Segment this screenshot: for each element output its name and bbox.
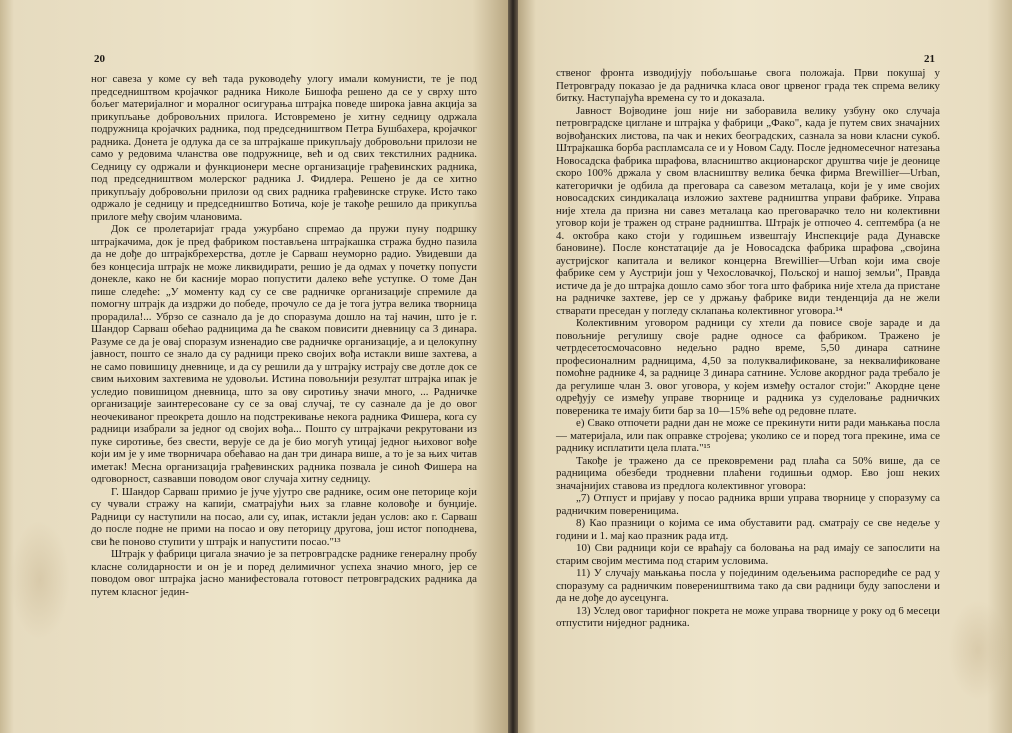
paragraph: Док се пролетаријат града ужурбано спремао да пружи пуну подршку штрајкачима, док је пред фабриком постављена штрајкашка стража будно пазила да не дође до штрајкбрехерства, дотле је Сарваш неуморно радио. Увидевши да без концесија штрајк не може ликвидирати, решио је да одмах у почетку попусти донекле, како не би касније морао попустити далеко веће уступке. О томе Дан пише следеће: „У моменту кад су се све радничке организације спремиле да помогну штрајк да издржи до победе, прочуло се да је тога јутра велика творница прорадила!... Убрзо се сазнало да је до споразума дошло на тај начин, што је г. Шандор Сарваш обећао радницима да ће сваком повисити дневницу са 3 динара. Разуме се да је овај споразум изненадио све радничке организације, а и целокупну јавност, пошто се знало да су радници преко својих вођа истакли више захтева, а не само повишицу дневнице, и да су решили да у штрајку истрају све дотле док се свим њиховим захтевима не удовољи. Истина повољнији резултат штрајка ипак је уследио повишицом дневница, што за ову сиротињу значи много, ... Радничке организације заинтересоване су се за овај случај, те су сазнале да је до овог неочекиваног преокрета дошло на подстрекивање некога радника Фишера, кога су радници изабрали за једног од својих вођа... Пошто су штрајкачи рекрутовани из пуке сиротиње, без свести, верује се да је био могућ утицај једног њиховог вође који им је у име творничара обећавао на дан три динара више, а то је за њих читав иметак! Месна организација грађевинских радника позвала је синоћ Фишера на одговорност, сазвавши поводом овог случаја хитну седницу. bbox=[91, 223, 477, 485]
paragraph: Штрајк у фабрици цигала значио је за петровградске раднике генералну пробу класне солидарности и он је и поред делимичног успеха значио много, јер се поводом овог штрајка јасно манифестовала готовост петровградских радника да путем класног једин- bbox=[91, 548, 477, 598]
paragraph: 13) Услед овог тарифног покрета не може управа творнице у року од 6 месеци отпустити ниједног радника. bbox=[556, 604, 940, 629]
paragraph: 10) Сви радници који се враћају са боловања на рад имају се запослити на старим својим местима под старим условима. bbox=[556, 542, 940, 567]
paragraph: ственог фронта изводијују побољшање свога положаја. Први покушај у Петровграду показао је да радничка класа овог црвеног града тек спрема велику битку. Наступајућа времена су то и доказала. bbox=[556, 67, 940, 104]
book-gutter bbox=[508, 0, 518, 733]
left-page-text bbox=[91, 73, 477, 598]
paragraph: Г. Шандор Сарваш примио је јуче ујутро све раднике, осим оне петорице који су чували стражу на капији, сматрајући њих за главне коловође и бунџије. Радници су наступили на посао, али су, ипак, истакли један услов: ако г. Сарваш до после подне не прими на посао и ову петорицу другова, још истог поподнева, сви ће поново ступити у штрајк и напустити посао."¹³ bbox=[91, 485, 477, 548]
paragraph: ног савеза у коме су већ тада руководећу улогу имали комунисти, те је под председништвом кројачког радника Николе Бишофа решено да се у сврху што бољег материјалног и моралног осигурања штрајка поведе широка јавна акција за прикупљање добровољних прилога. Истовремено је хитну седницу одржала подружница кројачких радника, под председништвом Петра Бушбахера, кројачког радника. Донета је одлука да се за штрајкаше прикупљају добровољни прилози не само у редовима чланства ове подружнице, већ и од свих текстилних радника. Седницу су одржали и функционери месне организације грађевинских радника, под председништвом молерског радника Ј. Фидлера. Решено је да се хитно прикупљају добровољни прилози од свих радника грађевинске струке. Исто тако одржало је седницу и председништво Ботича, које је такође решило да прикупља прилоге међу својим члановима. bbox=[91, 73, 477, 223]
paragraph: „7) Отпуст и пријаву у посао радника врши управа творнице у споразуму са радничким повереницима. bbox=[556, 492, 940, 517]
paragraph: 11) У случају мањкања посла у појединим одељењима распоредиће се рад у споразуму са радничким повереништвима тако да сви радници буду запослени и да не дође до аусецунга. bbox=[556, 567, 940, 604]
right-page-text bbox=[556, 67, 940, 630]
paper-stain bbox=[948, 600, 1008, 700]
page-number: 21 bbox=[924, 53, 935, 65]
paragraph: Такође је тражено да се прековремени рад плаћа са 50% више, да се радницима обезбеди тродневни плаћени годишњи одмор. Ево још неких значајнијих ставова из предлога колективног уговора: bbox=[556, 454, 940, 492]
paragraph: Колективним уговором радници су хтели да повисе своје зараде и да повољније регулишу своје радне односе са фабриком. Тражено је четрдесетосмочасовно недељно радно време, 5,50 динара сатнине професионалним радницима, 4,50 за полуквалификоване, за неквалификоване помоћне раднике 4, за раднице 3 динара сатнине. Услове акордног рада требало је да регулише члан 3. овог уговора, у којем између осталог стоји:" Акордне цене одређују се између управе творнице и радника уз суделовање радничких повереника те имају бити бар за 10—15% веће од редовне плате. bbox=[556, 317, 940, 417]
paper-stain bbox=[10, 520, 70, 640]
paragraph: 8) Као празници о којима се има обуставити рад. сматрају се све недеље у години и 1. мај као празник рада итд. bbox=[556, 517, 940, 542]
paragraph: Јавност Војводине још није ни заборавила велику узбуну око случаја петровградске циглане и штрајка у фабрици „Фако", када је путем свих значајних војвођанских листова, па чак и неких београдских, сазнала за нови класни сукоб. Штрајкашка борба распламсала се и у Новом Саду. После једномесечног натезања Новосадска фабрика шрафова, власништво акционарског друштва чије је деонице скоро 100% држала у свом власништву велика бечка фирма Brewillier—Urban, категорички је одбила да преговара са савезом металаца, који је у име својих новосадских синдикалаца изложио захтеве радништва управи фабрике. Управа није хтела да призна ни савез металаца као преговарачко тело ни колективни уговор који је тражен од стране радништва. Штрајк је отпочео 4. септембра (а не 4. октобра како стоји у годишњем извештају Инспекције рада Дунавске бановине). После констатације да је Новосадска фабрика шрафова „својина аустријског капитала и великог концерна Brewillier—Urban који има своје фабрике сем у Аустрији још у Чехословачкој, Пољској и нашој земљи", Правда истиче да је до штрајка дошло само због тога што фабрика није хтела да пристане на радничке захтеве, јер се у држању фабрике види тенденција да не жели стварати преседан у погледу склапања колективног уговора.¹⁴ bbox=[556, 104, 940, 317]
paragraph: е) Свако отпочети радни дан не може се прекинути нити ради мањкања посла — материјала, или пак оправке стројева; уколико се и поред тога прекине, има се раднику исплатити цела плата."¹⁵ bbox=[556, 417, 940, 454]
page-number: 20 bbox=[94, 53, 105, 65]
right-page bbox=[518, 0, 1012, 733]
